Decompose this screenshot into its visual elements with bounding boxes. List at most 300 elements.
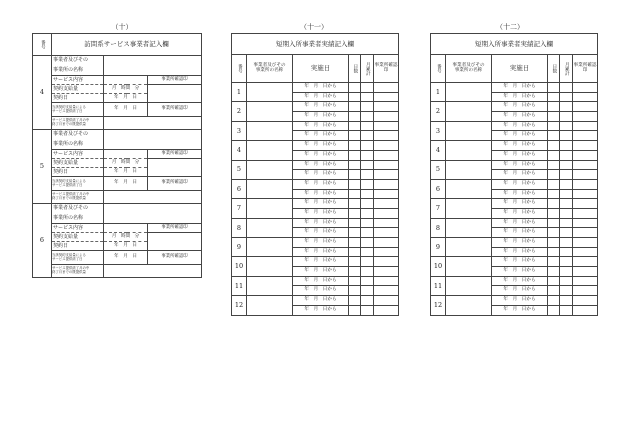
page1-caption: （十） xyxy=(111,23,133,31)
days-value xyxy=(349,228,361,238)
monthly-value xyxy=(361,208,374,218)
end-date-label-line2: サービス提供終了日 xyxy=(52,182,83,187)
end-date-value: 年 月 日 xyxy=(104,103,148,117)
provider-value xyxy=(247,160,293,179)
days-value xyxy=(548,247,560,257)
service-value xyxy=(104,224,148,233)
provider-value xyxy=(247,199,293,218)
provider-value xyxy=(446,296,492,315)
row-number: 5 xyxy=(431,160,446,179)
monthly-value xyxy=(560,141,573,151)
provider-value xyxy=(446,160,492,179)
provider-label-line2: 事業所の名称 xyxy=(52,214,104,224)
end-date-label xyxy=(52,251,104,265)
row-number: 9 xyxy=(232,238,247,257)
date-from: 年 月 日から xyxy=(293,228,349,238)
header-confirm: 事業所確認印 xyxy=(374,55,399,83)
row-number: 9 xyxy=(431,238,446,257)
confirm-value xyxy=(374,189,399,199)
date-from: 年 月 日から xyxy=(492,170,548,180)
confirm-stamp-label: 事業所確認印 xyxy=(148,150,202,159)
monthly-value xyxy=(560,112,573,122)
days-value xyxy=(349,305,361,315)
header-monthly-text: 月累計 xyxy=(365,61,371,76)
table-title: 短期入所事業者実績記入欄 xyxy=(232,34,399,55)
visit-service-table xyxy=(32,33,202,278)
remaining-value xyxy=(104,265,202,278)
remaining-value xyxy=(104,191,202,204)
confirm-value xyxy=(374,286,399,296)
row-number: 5 xyxy=(232,160,247,179)
confirm-value xyxy=(573,218,598,228)
monthly-value xyxy=(560,296,573,306)
end-date-label-line1: 当該契約支給量による xyxy=(52,104,86,109)
monthly-value xyxy=(361,199,374,209)
monthly-value xyxy=(560,218,573,228)
monthly-value xyxy=(361,305,374,315)
days-value xyxy=(349,276,361,286)
confirm-value xyxy=(374,170,399,180)
monthly-value xyxy=(361,257,374,267)
date-from: 年 月 日から xyxy=(492,160,548,170)
monthly-value xyxy=(560,257,573,267)
header-number xyxy=(232,55,247,83)
monthly-value xyxy=(560,238,573,248)
days-value xyxy=(349,199,361,209)
header-days xyxy=(349,55,361,83)
confirm-value xyxy=(573,305,598,315)
provider-value xyxy=(446,276,492,295)
days-value xyxy=(349,150,361,160)
confirm-value xyxy=(573,102,598,112)
header-number: 番号 xyxy=(33,34,52,56)
date-from: 年 月 日から xyxy=(492,267,548,277)
row-number: 10 xyxy=(431,257,446,276)
confirm-value xyxy=(573,83,598,93)
monthly-value xyxy=(560,92,573,102)
days-value xyxy=(548,286,560,296)
header-monthly xyxy=(361,55,374,83)
monthly-value xyxy=(560,131,573,141)
confirm-value xyxy=(374,218,399,228)
contract-date-value: 年 月 日 xyxy=(104,242,148,251)
monthly-value xyxy=(361,102,374,112)
date-from: 年 月 日から xyxy=(492,257,548,267)
days-value xyxy=(548,141,560,151)
contract-amount-label: 契約支給量 xyxy=(52,159,104,168)
date-from: 年 月 日から xyxy=(293,238,349,248)
date-from: 年 月 日から xyxy=(492,199,548,209)
date-from: 年 月 日から xyxy=(492,218,548,228)
monthly-value xyxy=(361,228,374,238)
confirm-value xyxy=(573,160,598,170)
header-days-text: 日数 xyxy=(352,63,358,74)
date-from: 年 月 日から xyxy=(492,83,548,93)
date-from: 年 月 日から xyxy=(293,83,349,93)
date-from: 年 月 日から xyxy=(293,276,349,286)
provider-value xyxy=(247,238,293,257)
date-from: 年 月 日から xyxy=(492,247,548,257)
days-value xyxy=(548,179,560,189)
provider-value xyxy=(247,218,293,237)
confirm-stamp-label: 事業所確認印 xyxy=(148,251,202,265)
confirm-value xyxy=(374,296,399,306)
monthly-value xyxy=(560,305,573,315)
header-number xyxy=(431,55,446,83)
remaining-label xyxy=(52,265,104,278)
header-number-text: 番号 xyxy=(436,63,442,74)
confirm-value xyxy=(374,305,399,315)
end-date-label-line1: 当該契約支給量による xyxy=(52,252,86,257)
provider-value xyxy=(446,199,492,218)
confirm-value xyxy=(573,276,598,286)
confirm-value xyxy=(573,141,598,151)
confirm-stamp-label: 事業所確認印 xyxy=(148,103,202,117)
remaining-value xyxy=(104,117,202,130)
provider-value xyxy=(247,296,293,315)
monthly-value xyxy=(560,286,573,296)
date-from: 年 月 日から xyxy=(492,102,548,112)
date-from: 年 月 日から xyxy=(492,208,548,218)
monthly-value xyxy=(361,296,374,306)
confirm-value xyxy=(374,131,399,141)
confirm-stamp-label: 事業所確認印 xyxy=(148,76,202,85)
provider-value xyxy=(446,238,492,257)
header-provider xyxy=(446,55,492,83)
days-value xyxy=(349,170,361,180)
days-value xyxy=(349,102,361,112)
provider-value xyxy=(446,218,492,237)
date-from: 年 月 日から xyxy=(492,112,548,122)
date-from: 年 月 日から xyxy=(293,189,349,199)
header-provider-line2: 事業所の名称 xyxy=(454,67,483,73)
service-label: サービス内容 xyxy=(52,150,104,159)
days-value xyxy=(349,83,361,93)
date-from: 年 月 日から xyxy=(293,92,349,102)
days-value xyxy=(548,92,560,102)
days-value xyxy=(349,141,361,151)
days-value xyxy=(349,208,361,218)
end-date-label-line2: サービス提供終了日 xyxy=(52,108,83,113)
confirm-value xyxy=(374,121,399,131)
remaining-label-line2: 終了月までの既提供量 xyxy=(52,196,86,200)
days-value xyxy=(548,257,560,267)
confirm-value xyxy=(374,257,399,267)
monthly-value xyxy=(361,286,374,296)
days-value xyxy=(349,267,361,277)
confirm-value xyxy=(374,102,399,112)
contract-amount-value: 月 時間 分 xyxy=(104,159,148,168)
table-title: 短期入所事業者実績記入欄 xyxy=(431,34,598,55)
provider-label-line2: 事業所の名称 xyxy=(52,66,104,76)
monthly-value xyxy=(361,112,374,122)
row-number: 11 xyxy=(431,276,446,295)
confirm-value xyxy=(573,131,598,141)
date-from: 年 月 日から xyxy=(293,208,349,218)
confirm-value xyxy=(573,257,598,267)
confirm-value xyxy=(374,247,399,257)
header-date: 実施日 xyxy=(492,55,548,83)
short-stay-table-b xyxy=(430,33,598,316)
days-value xyxy=(349,247,361,257)
service-label: サービス内容 xyxy=(52,224,104,233)
date-from: 年 月 日から xyxy=(492,179,548,189)
header-provider-line1: 事業者及びその xyxy=(253,62,286,68)
remaining-label-line2: 終了月までの既提供量 xyxy=(52,122,86,126)
monthly-value xyxy=(560,276,573,286)
confirm-value xyxy=(374,179,399,189)
date-from: 年 月 日から xyxy=(293,121,349,131)
provider-value xyxy=(446,121,492,140)
days-value xyxy=(349,160,361,170)
end-date-label-line2: サービス提供終了日 xyxy=(52,256,83,261)
date-from: 年 月 日から xyxy=(492,228,548,238)
row-number: 6 xyxy=(431,179,446,198)
monthly-value xyxy=(361,160,374,170)
monthly-value xyxy=(560,247,573,257)
monthly-value xyxy=(361,92,374,102)
confirm-value xyxy=(374,112,399,122)
date-from: 年 月 日から xyxy=(293,112,349,122)
date-from: 年 月 日から xyxy=(293,199,349,209)
days-value xyxy=(349,238,361,248)
header-number-text: 番号 xyxy=(237,63,243,74)
confirm-value xyxy=(573,267,598,277)
days-value xyxy=(548,276,560,286)
page2-caption: （十一） xyxy=(300,23,328,31)
days-value xyxy=(349,286,361,296)
header-provider-line2: 事業所の名称 xyxy=(255,67,284,73)
header-title: 訪問系サービス事業者記入欄 xyxy=(52,34,202,56)
row-number: 1 xyxy=(431,83,446,102)
confirm-stamp-box xyxy=(148,159,202,177)
confirm-value xyxy=(374,160,399,170)
row-number: 2 xyxy=(232,102,247,121)
monthly-value xyxy=(361,121,374,131)
date-from: 年 月 日から xyxy=(293,296,349,306)
monthly-value xyxy=(361,170,374,180)
contract-date-label: 契約日 xyxy=(52,168,104,177)
days-value xyxy=(548,83,560,93)
confirm-value xyxy=(573,92,598,102)
days-value xyxy=(349,296,361,306)
monthly-value xyxy=(560,150,573,160)
confirm-value xyxy=(573,170,598,180)
monthly-value xyxy=(560,228,573,238)
days-value xyxy=(548,131,560,141)
provider-value xyxy=(446,179,492,198)
row-number: 1 xyxy=(232,83,247,102)
days-value xyxy=(548,121,560,131)
contract-amount-label: 契約支給量 xyxy=(52,85,104,94)
contract-amount-value: 月 時間 分 xyxy=(104,85,148,94)
remaining-label-line1: サービス提供終了月の中 xyxy=(52,192,90,197)
service-value xyxy=(104,76,148,85)
days-value xyxy=(548,296,560,306)
days-value xyxy=(349,257,361,267)
date-from: 年 月 日から xyxy=(293,247,349,257)
monthly-value xyxy=(560,83,573,93)
date-from: 年 月 日から xyxy=(293,102,349,112)
confirm-value xyxy=(573,150,598,160)
date-from: 年 月 日から xyxy=(492,286,548,296)
date-from: 年 月 日から xyxy=(293,131,349,141)
date-from: 年 月 日から xyxy=(492,92,548,102)
confirm-stamp-label: 事業所確認印 xyxy=(148,177,202,191)
row-number: 4 xyxy=(232,141,247,160)
monthly-value xyxy=(560,208,573,218)
monthly-value xyxy=(560,160,573,170)
date-from: 年 月 日から xyxy=(293,286,349,296)
end-date-label xyxy=(52,103,104,117)
contract-date-value: 年 月 日 xyxy=(104,94,148,103)
monthly-value xyxy=(361,247,374,257)
end-date-value: 年 月 日 xyxy=(104,177,148,191)
date-from: 年 月 日から xyxy=(492,296,548,306)
days-value xyxy=(349,218,361,228)
row-number: 10 xyxy=(232,257,247,276)
end-date-label-line1: 当該契約支給量による xyxy=(52,178,86,183)
monthly-value xyxy=(361,150,374,160)
confirm-value xyxy=(374,141,399,151)
confirm-stamp-label: 事業所確認印 xyxy=(148,224,202,233)
confirm-value xyxy=(573,121,598,131)
monthly-value xyxy=(560,121,573,131)
remaining-label-line2: 終了月までの既提供量 xyxy=(52,270,86,274)
monthly-value xyxy=(361,238,374,248)
days-value xyxy=(349,131,361,141)
row-number: 4 xyxy=(431,141,446,160)
monthly-value xyxy=(361,189,374,199)
header-days-text: 日数 xyxy=(551,63,557,74)
confirm-stamp-box xyxy=(148,233,202,251)
contract-date-value: 年 月 日 xyxy=(104,168,148,177)
confirm-value xyxy=(374,92,399,102)
confirm-value xyxy=(374,238,399,248)
row-number: 8 xyxy=(232,218,247,237)
group-number: 4 xyxy=(33,56,52,130)
date-from: 年 月 日から xyxy=(293,170,349,180)
group-number: 6 xyxy=(33,204,52,278)
days-value xyxy=(548,160,560,170)
remaining-label xyxy=(52,191,104,204)
header-days xyxy=(548,55,560,83)
row-number: 2 xyxy=(431,102,446,121)
days-value xyxy=(349,121,361,131)
header-confirm: 事業所確認印 xyxy=(573,55,598,83)
monthly-value xyxy=(560,170,573,180)
confirm-value xyxy=(573,238,598,248)
date-from: 年 月 日から xyxy=(293,160,349,170)
provider-value xyxy=(247,83,293,102)
days-value xyxy=(548,199,560,209)
row-number: 12 xyxy=(232,296,247,315)
header-monthly-text: 月累計 xyxy=(564,61,570,76)
date-from: 年 月 日から xyxy=(293,179,349,189)
provider-value xyxy=(446,83,492,102)
provider-label-line1: 事業者及びその xyxy=(52,56,104,66)
provider-value xyxy=(446,102,492,121)
monthly-value xyxy=(361,83,374,93)
row-number: 3 xyxy=(232,121,247,140)
header-monthly xyxy=(560,55,573,83)
monthly-value xyxy=(361,276,374,286)
days-value xyxy=(349,92,361,102)
provider-value xyxy=(247,102,293,121)
days-value xyxy=(548,228,560,238)
days-value xyxy=(548,305,560,315)
date-from: 年 月 日から xyxy=(492,276,548,286)
provider-value xyxy=(247,141,293,160)
confirm-value xyxy=(573,208,598,218)
days-value xyxy=(548,189,560,199)
date-from: 年 月 日から xyxy=(293,305,349,315)
days-value xyxy=(349,179,361,189)
confirm-value xyxy=(573,228,598,238)
days-value xyxy=(548,102,560,112)
confirm-value xyxy=(573,247,598,257)
header-date: 実施日 xyxy=(293,55,349,83)
date-from: 年 月 日から xyxy=(492,238,548,248)
monthly-value xyxy=(361,267,374,277)
monthly-value xyxy=(361,131,374,141)
date-from: 年 月 日から xyxy=(293,150,349,160)
monthly-value xyxy=(560,179,573,189)
end-date-label xyxy=(52,177,104,191)
page3-caption: （十二） xyxy=(496,23,524,31)
provider-name-value xyxy=(104,56,202,76)
row-number: 12 xyxy=(431,296,446,315)
provider-label-line1: 事業者及びその xyxy=(52,130,104,140)
days-value xyxy=(548,170,560,180)
confirm-value xyxy=(573,199,598,209)
monthly-value xyxy=(560,199,573,209)
provider-value xyxy=(247,257,293,276)
days-value xyxy=(548,150,560,160)
confirm-value xyxy=(374,83,399,93)
confirm-value xyxy=(374,276,399,286)
provider-value xyxy=(446,257,492,276)
monthly-value xyxy=(560,189,573,199)
days-value xyxy=(349,112,361,122)
confirm-value xyxy=(573,112,598,122)
confirm-value xyxy=(573,179,598,189)
provider-label-line2: 事業所の名称 xyxy=(52,140,104,150)
provider-value xyxy=(446,141,492,160)
end-date-value: 年 月 日 xyxy=(104,251,148,265)
provider-name-value xyxy=(104,130,202,150)
monthly-value xyxy=(560,102,573,112)
days-value xyxy=(548,208,560,218)
date-from: 年 月 日から xyxy=(293,141,349,151)
confirm-value xyxy=(573,286,598,296)
date-from: 年 月 日から xyxy=(492,150,548,160)
provider-value xyxy=(247,276,293,295)
remaining-label-line1: サービス提供終了月の中 xyxy=(52,118,90,123)
confirm-value xyxy=(374,208,399,218)
provider-label-line1: 事業者及びその xyxy=(52,204,104,214)
date-from: 年 月 日から xyxy=(293,257,349,267)
confirm-value xyxy=(374,150,399,160)
confirm-value xyxy=(573,296,598,306)
contract-date-label: 契約日 xyxy=(52,94,104,103)
monthly-value xyxy=(560,267,573,277)
days-value xyxy=(548,218,560,228)
contract-date-label: 契約日 xyxy=(52,242,104,251)
row-number: 6 xyxy=(232,179,247,198)
group-number: 5 xyxy=(33,130,52,204)
provider-value xyxy=(247,121,293,140)
